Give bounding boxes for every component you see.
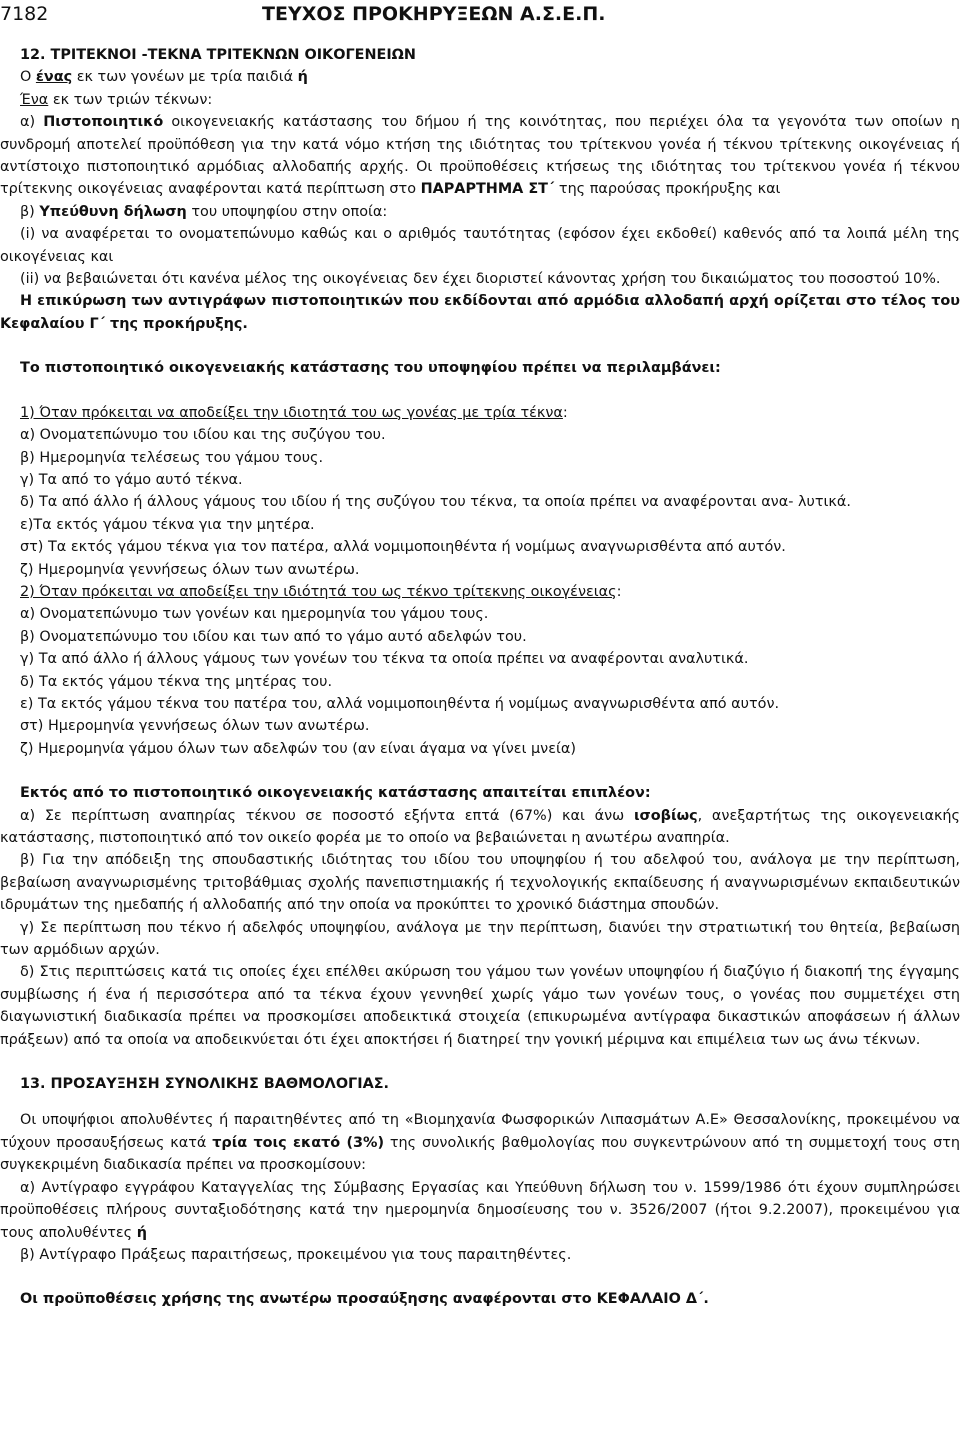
list-item: ζ) Ημερομηνία γάμου όλων των αδελφών του (αν είναι άγαμα να γίνει μνεία) <box>20 740 576 757</box>
extra-item-b: β) Για την απόδειξη της σπουδαστικής ιδιότητας του ιδίου του υποψηφίου ή του αδελφού του, ανάλογα με την περίπτωση, βεβαίωση αναγνωρισμένης τριτοβάθμιας σχολής πανεπιστημιακής ή τεχνολογικής εκπαίδευσης ή αναγνωρισμένων εκπαιδευτικών ιδρυμάτων της ημεδαπής ή αλλοδαπής από την οποία να προκύπτει το χρονικό διάστημα σπουδών. <box>0 852 960 914</box>
spacer <box>0 335 960 357</box>
list-2-heading: 2) Όταν πρόκειται να αποδείξει την ιδιότητά του ως τέκνο τρίτεκνης οικογένειας: <box>20 583 622 600</box>
list-1-heading: 1) Όταν πρόκειται να αποδείξει την ιδιοτητά του ως γονέας με τρία τέκνα: <box>20 404 568 421</box>
extra-item-c: γ) Σε περίπτωση που τέκνο ή αδελφός υποψηφίου, ανάλογα με την περίπτωση, διανύει την στρατιωτική του θητεία, βεβαίωση των αρμόδιων αρχών. <box>0 919 960 959</box>
section-12-item-i: (i) να αναφέρεται το ονοματεπώνυμο καθώς και ο αριθμός ταυτότητας (εφόσον έχει εκδοθεί) καθενός από τα λοιπά μέλη της οικογένειας και <box>0 226 960 265</box>
list-item: γ) Τα από άλλο ή άλλους γάμους των γονέων του τέκνα τα οποία πρέπει να αναφέρονται αναλυτικά. <box>20 651 749 668</box>
list-item: δ) Τα από άλλο ή άλλους γάμους του ιδίου ή της συζύγου του τέκνα, τα οποία πρέπει να αναφέρονται ανα- λυτικά. <box>20 494 851 511</box>
section-12-item-a: α) Πιστοποιητικό οικογενειακής κατάστασης του δήμου ή της κοινότητας, που περιέχει όλα τα γεγονότα των οποίων η συνδρομή αποτελεί προϋπόθεση για την κατά νόμο κτήση της ιδιότητας του τρίτεκνου γονέα ή τέκνου τρίτεκνης οικογένειας ή αντίστοιχο πιστοποιητικό αρμόδιας αλλοδαπής αρχής. Οι προϋποθέσεις κτήσεως της ιδιότητας του τρίτεκνου γονέα ή τέκνου τρίτεκνης οικογένειας αναφέρονται κατά περίπτωση στο ΠΑΡΑΡΤΗΜΑ ΣΤ΄ της παρούσας προκήρυξης και <box>0 114 960 198</box>
list-item: ζ) Ημερομηνία γεννήσεως όλων των ανωτέρω. <box>20 561 360 578</box>
list-item: ε) Τα εκτός γάμου τέκνα του πατέρα του, αλλά νομιμοποιηθέντα ή νομίμως αναγνωρισθέντα από αυτόν. <box>20 695 780 712</box>
extra-item-a: α) Σε περίπτωση αναπηρίας τέκνου σε ποσοστό εξήντα επτά (67%) και άνω ισοβίως, ανεξαρτήτως της οικογενειακής κατάστασης, πιστοποιητικό από τον οικείο φορέα με το οποίο να βεβαιώνεται η ανωτέρω αναπηρία. <box>0 807 960 846</box>
list-item: δ) Τα εκτός γάμου τέκνα της μητέρας του. <box>20 673 333 690</box>
section-12-line2: Ένα εκ των τριών τέκνων: <box>20 91 213 108</box>
list-item: ε)Τα εκτός γάμου τέκνα για την μητέρα. <box>20 516 315 533</box>
section-13-paragraph-1: Οι υποψήφιοι απολυθέντες ή παραιτηθέντες από τη «Βιομηχανία Φωσφορικών Λιπασμάτων Α.Ε» Θεσσαλονίκης, προκειμένου να τύχουν προσαυξήσεως κατά τρία τοις εκατό (3%) της συνολικής βαθμολογίας που συγκεντρώνουν από τη συμμετοχή τους στη συγκεκριμένη διαδικασία πρέπει να προσκομίσουν: <box>0 1112 960 1174</box>
spacer <box>0 1051 960 1073</box>
section-13-heading: 13. ΠΡΟΣΑΥΞΗΣΗ ΣΥΝΟΛΙΚΗΣ ΒΑΘΜΟΛΟΓΙΑΣ. <box>20 1076 390 1093</box>
list-item: γ) Τα από το γάμο αυτό τέκνα. <box>20 471 243 488</box>
spacer <box>0 380 960 402</box>
page-number: 7182 <box>0 3 49 25</box>
section-12-item-ii: (ii) να βεβαιώνεται ότι κανένα μέλος της οικογένειας δεν έχει διοριστεί κάνοντας χρήση του δικαιώματος του ποσοστού 10%. <box>20 271 941 288</box>
page-header <box>0 0 960 28</box>
list-item: α) Ονοματεπώνυμο του ιδίου και της συζύγου του. <box>20 427 386 444</box>
section-13-paragraph-2: α) Αντίγραφο εγγράφου Καταγγελίας της Σύμβασης Εργασίας και Υπεύθυνη δήλωση του ν. 1599/1986 ότι έχουν συμπληρώσει προϋποθέσεις πλήρους συνταξιοδότησης κατά την ημερομηνία δημοσίευσης του ν. 3526/2007 (ήτοι 9.2.2007), προκειμένου για τους απολυθέντες ή <box>0 1179 960 1241</box>
journal-title: ΤΕΥΧΟΣ ΠΡΟΚΗΡΥΞΕΩΝ Α.Σ.Ε.Π. <box>262 3 606 25</box>
validation-note: Η επικύρωση των αντιγράφων πιστοποιητικών που εκδίδονται από αρμόδια αλλοδαπή αρχή ορίζεται στο τέλος του Κεφαλαίου Γ΄ της προκήρυξης. <box>0 293 960 332</box>
document-body <box>0 44 960 1311</box>
extra-heading: Εκτός από το πιστοποιητικό οικογενειακής κατάστασης απαιτείται επιπλέον: <box>20 785 651 802</box>
list-item: στ) Ημερομηνία γεννήσεως όλων των ανωτέρω. <box>20 718 370 735</box>
list-item: α) Ονοματεπώνυμο των γονέων και ημερομηνία του γάμου τους. <box>20 606 489 623</box>
spacer <box>0 760 960 782</box>
section-12-heading: 12. ΤΡΙΤΕΚΝΟΙ -ΤΕΚΝΑ ΤΡΙΤΕΚΝΩΝ ΟΙΚΟΓΕΝΕΙΩΝ <box>20 47 416 63</box>
spacer <box>0 1095 960 1109</box>
list-item: β) Ονοματεπώνυμο του ιδίου και των από το γάμο αυτό αδελφών του. <box>20 628 527 645</box>
section-12-item-b: β) Υπεύθυνη δήλωση του υποψηφίου στην οποία: <box>20 203 388 220</box>
spacer <box>0 1266 960 1288</box>
list-item: στ) Τα εκτός γάμου τέκνα για τον πατέρα, αλλά νομιμοποιηθέντα ή νομίμως αναγνωρισθέντα από αυτόν. <box>20 539 786 556</box>
list-item: β) Ημερομηνία τελέσεως του γάμου τους. <box>20 449 324 466</box>
extra-item-d: δ) Στις περιπτώσεις κατά τις οποίες έχει επέλθει ακύρωση του γάμου των γονέων υποψηφίου ή διαζύγιο ή διακοπή της έγγαμης συμβίωσης ή ένα ή περισσότερα από τα τέκνα έχουν γεννηθεί χωρίς γάμο των γονέων τους, ο γονέας που συμμετέχει στη διαγωνιστική διαδικασία πρέπει να προσκομίσει αποδεικτικά στοιχεία (επικυρωμένα αντίγραφα δικαστικών αποφάσεων ή άλλων πράξεων) από τα οποία να αποδεικνύεται ότι έχει αποκτήσει ή διατηρεί την γονική μέριμνα και επιμέλεια των ως άνω τέκνων. <box>0 964 960 1048</box>
certificate-heading: Το πιστοποιητικό οικογενειακής κατάστασης του υποψηφίου πρέπει να περιλαμβάνει: <box>20 360 721 377</box>
section-12-line1: Ο ένας εκ των γονέων με τρία παιδιά ή <box>20 69 308 86</box>
section-13-final-note: Οι προϋποθέσεις χρήσης της ανωτέρω προσαύξησης αναφέρονται στο ΚΕΦΑΛΑΙΟ Δ΄. <box>20 1291 709 1308</box>
section-13-paragraph-3: β) Αντίγραφο Πράξεως παραιτήσεως, προκειμένου για τους παραιτηθέντες. <box>20 1246 572 1263</box>
